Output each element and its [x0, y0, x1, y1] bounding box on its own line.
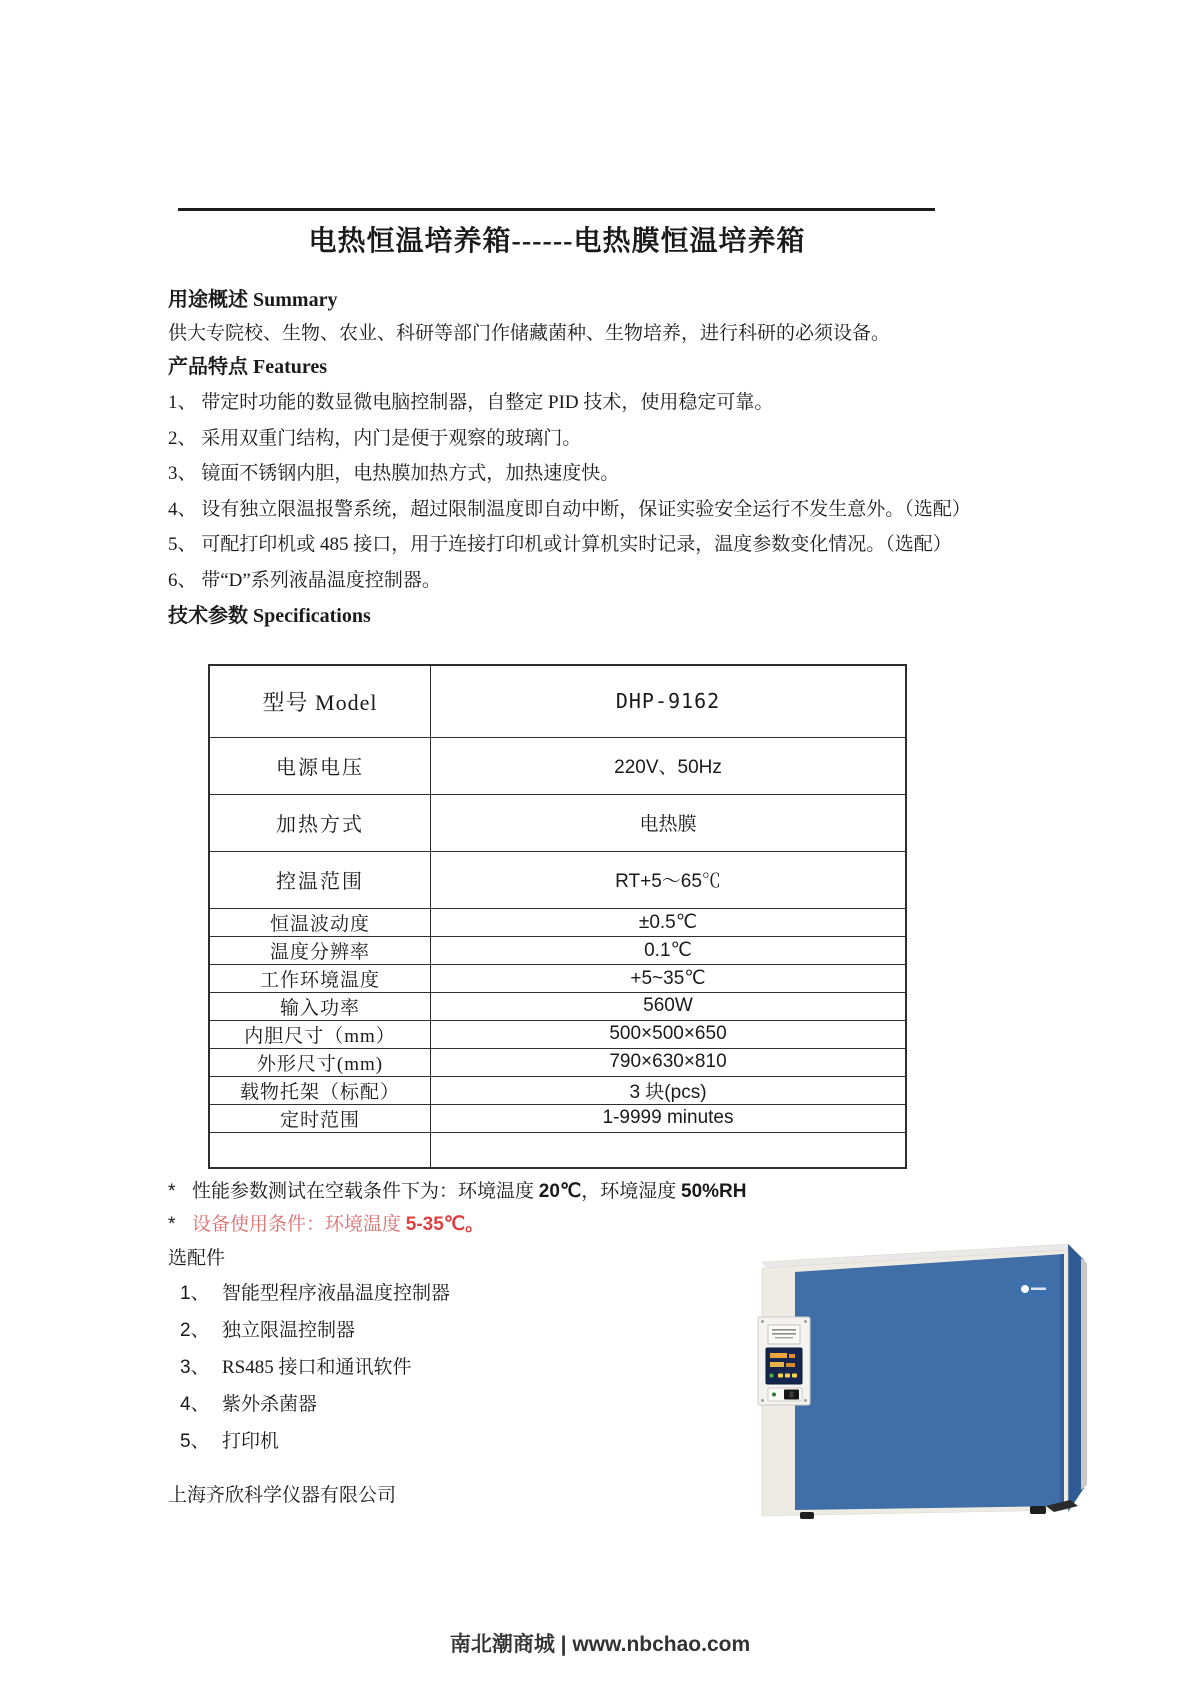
accessory-label: 紫外杀菌器	[222, 1394, 318, 1415]
accessory-item	[180, 1352, 412, 1379]
table-header-value: DHP-9162	[431, 665, 907, 737]
table-row	[209, 851, 906, 908]
row-label: 电源电压	[209, 737, 431, 794]
table-row	[209, 737, 906, 794]
company-name: 上海齐欣科学仪器有限公司	[168, 1485, 397, 1506]
panel-screw-icon	[804, 1320, 807, 1323]
row-label: 定时范围	[209, 1104, 431, 1132]
row-label: 控温范围	[209, 851, 431, 908]
accessory-label: 打印机	[222, 1431, 280, 1452]
panel-label-text-line	[775, 1337, 793, 1338]
row-value: 1-9999 minutes	[431, 1104, 907, 1132]
row-value	[431, 1132, 907, 1168]
lcd-button-yellow	[778, 1374, 783, 1378]
table-row	[209, 908, 906, 936]
accessory-number: 4、	[180, 1394, 210, 1415]
accessory-number: 5、	[180, 1431, 210, 1452]
row-label: 工作环境温度	[209, 964, 431, 992]
note-text-red: 设备使用条件：环境温度	[192, 1214, 406, 1235]
table-row	[209, 1048, 906, 1076]
note-temp-range-red: 5-35℃。	[405, 1214, 485, 1235]
lcd-digits-row1	[770, 1353, 787, 1358]
top-divider-rule	[178, 208, 935, 211]
specifications-heading: 技术参数 Specifications	[168, 605, 371, 627]
feature-item: 6、 带“D”系列液晶温度控制器。	[168, 569, 441, 591]
feature-item: 5、 可配打印机或 485 接口，用于连接打印机或计算机实时记录，温度参数变化情况。（选配）	[168, 534, 952, 555]
row-value: 790×630×810	[431, 1048, 907, 1076]
power-switch-rocker	[790, 1392, 794, 1398]
feature-item: 3、 镜面不锈钢内胆，电热膜加热方式，加热速度快。	[168, 463, 620, 484]
incubator-side-edge	[1081, 1258, 1087, 1490]
note-asterisk: *	[168, 1181, 176, 1202]
row-value: 电热膜	[431, 794, 907, 851]
summary-text: 供大专院校、生物、农业、科研等部门作储藏菌种、生物培养，进行科研的必须设备。	[168, 323, 891, 344]
brand-badge-text	[1031, 1288, 1046, 1291]
note-asterisk: *	[168, 1214, 176, 1235]
row-label	[209, 1132, 431, 1168]
brand-badge-logo-icon	[1021, 1285, 1029, 1293]
lcd-digits-small	[789, 1354, 795, 1358]
specifications-table	[208, 664, 907, 1169]
row-label: 载物托架（标配）	[209, 1076, 431, 1104]
feature-item: 2、 采用双重门结构，内门是便于观察的玻璃门。	[168, 427, 582, 449]
table-row	[209, 1020, 906, 1048]
accessory-number: 2、	[180, 1320, 210, 1341]
accessory-item	[180, 1315, 355, 1342]
table-row	[209, 1104, 906, 1132]
foot	[1030, 1506, 1046, 1514]
accessories-heading: 选配件	[168, 1248, 226, 1269]
feature-item: 4、 设有独立限温报警系统，超过限制温度即自动中断，保证实验安全运行不发生意外。（选配）	[168, 498, 971, 520]
accessory-label: 独立限温控制器	[222, 1320, 356, 1341]
note-operating-conditions	[168, 1209, 484, 1236]
note-text: ，环境湿度	[581, 1181, 682, 1202]
panel-screw-icon	[761, 1320, 764, 1323]
accessory-label: RS485 接口和通讯软件	[222, 1357, 412, 1378]
row-value: ±0.5℃	[431, 908, 907, 936]
lcd-digits-small	[786, 1363, 795, 1367]
table-row	[209, 936, 906, 964]
row-label: 外形尺寸(mm)	[209, 1048, 431, 1076]
table-row	[209, 992, 906, 1020]
panel-label-text-line	[772, 1329, 796, 1331]
lcd-button-green	[770, 1374, 774, 1378]
page-title: 电热恒温培养箱------电热膜恒温培养箱	[308, 226, 806, 257]
row-label: 加热方式	[209, 794, 431, 851]
accessory-number: 1、	[180, 1283, 210, 1304]
row-label: 恒温波动度	[209, 908, 431, 936]
row-value: 3 块(pcs)	[431, 1076, 907, 1104]
panel-screw-icon	[761, 1399, 764, 1402]
features-heading: 产品特点 Features	[168, 356, 328, 378]
row-value: RT+5～65℃	[431, 851, 907, 908]
panel-screw-icon	[804, 1399, 807, 1402]
row-value: 0.1℃	[431, 936, 907, 964]
note-test-conditions	[168, 1176, 747, 1203]
feature-item: 1、 带定时功能的数显微电脑控制器，自整定 PID 技术，使用稳定可靠。	[168, 392, 774, 413]
table-header-label: 型号 Model	[209, 665, 431, 737]
table-row-empty	[209, 1132, 906, 1168]
lcd-button-yellow	[792, 1374, 797, 1378]
product-image	[700, 1238, 1100, 1538]
note-temp-value: 20℃	[538, 1181, 582, 1202]
row-value: 220V、50Hz	[431, 737, 907, 794]
summary-heading: 用途概述 Summary	[168, 289, 338, 311]
footer-site-credit: 南北潮商城 | www.nbchao.com	[449, 1633, 751, 1656]
row-value: +5~35℃	[431, 964, 907, 992]
accessory-item	[180, 1278, 450, 1305]
note-humidity-value: 50%RH	[681, 1181, 747, 1202]
power-indicator	[772, 1393, 776, 1397]
note-text: 性能参数测试在空载条件下为：环境温度	[192, 1181, 539, 1202]
features-list	[168, 385, 978, 598]
accessory-item	[180, 1389, 317, 1416]
accessory-number: 3、	[180, 1357, 210, 1378]
accessory-item	[180, 1426, 279, 1453]
incubator-illustration	[700, 1238, 1100, 1538]
row-value: 560W	[431, 992, 907, 1020]
row-label: 输入功率	[209, 992, 431, 1020]
foot	[800, 1512, 814, 1519]
table-row	[209, 794, 906, 851]
row-value: 500×500×650	[431, 1020, 907, 1048]
lcd-button-yellow	[785, 1374, 790, 1378]
table-row	[209, 665, 906, 737]
panel-label-text-line	[772, 1333, 796, 1335]
row-label: 温度分辨率	[209, 936, 431, 964]
lcd-digits-row2	[770, 1362, 784, 1367]
table-row	[209, 964, 906, 992]
row-label: 内胆尺寸（mm）	[209, 1020, 431, 1048]
incubator-door-edge	[1060, 1254, 1064, 1506]
table-row	[209, 1076, 906, 1104]
accessory-label: 智能型程序液晶温度控制器	[222, 1283, 451, 1304]
